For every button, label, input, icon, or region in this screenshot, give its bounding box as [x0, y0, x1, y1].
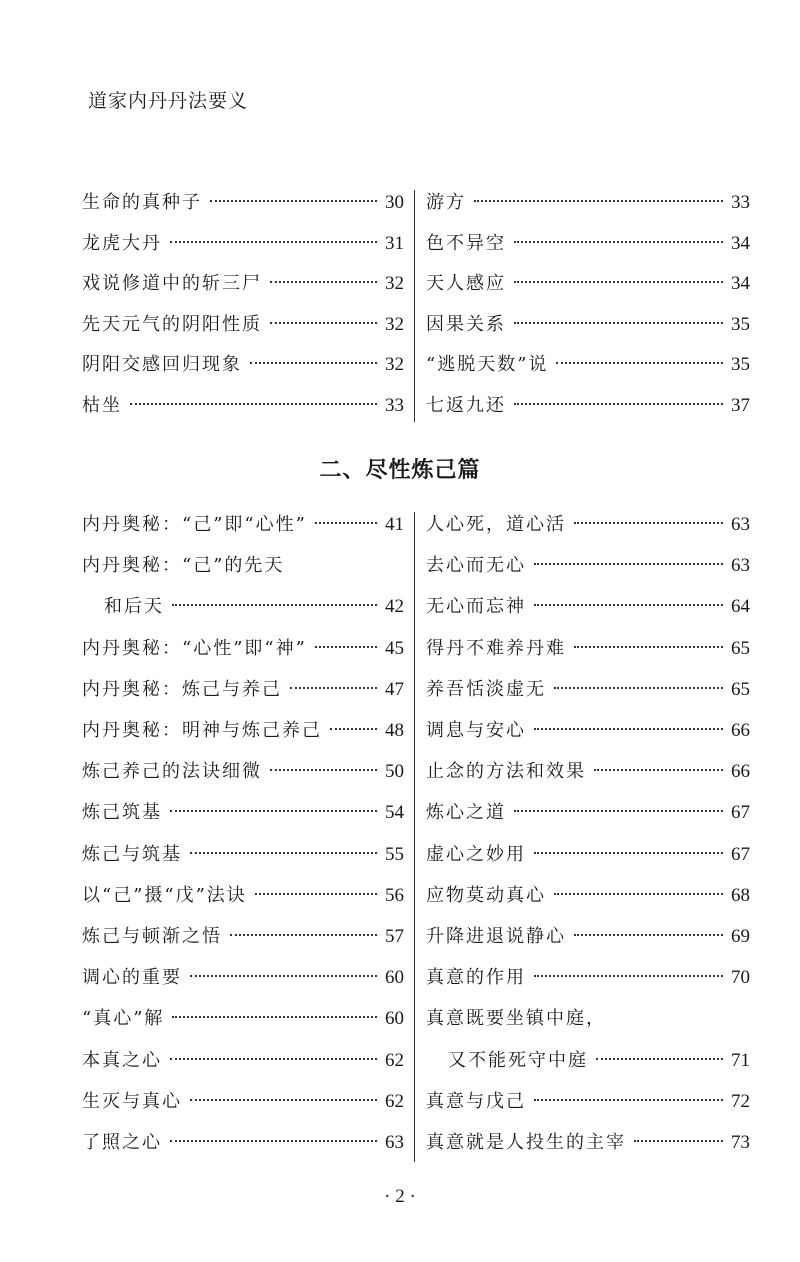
leader-dots — [315, 646, 377, 648]
toc-entry-page: 32 — [385, 313, 404, 335]
leader-dots — [514, 810, 723, 812]
toc-entry-title: 戏说修道中的斩三尸 — [82, 273, 262, 294]
toc-entry-title: 应物莫动真心 — [426, 884, 546, 906]
toc-entry — [82, 393, 404, 419]
leader-dots — [556, 362, 723, 364]
toc-entry-title: “逃脱天数”说 — [426, 354, 549, 375]
toc-entry-title: 炼己养己的法诀细微 — [82, 761, 262, 783]
toc-entry-page: 71 — [731, 1049, 750, 1071]
page-number: · 2 · — [384, 1186, 416, 1207]
toc-entry-title: 因果关系 — [426, 313, 506, 335]
toc-entry-page: 66 — [731, 720, 750, 741]
toc-entry-page: 63 — [731, 555, 750, 577]
toc-entry — [82, 636, 404, 662]
toc-entry-page: 33 — [731, 192, 750, 213]
toc-entry — [82, 1089, 404, 1115]
toc-entry — [82, 759, 404, 785]
toc-entry-title: 了照之心 — [82, 1132, 162, 1153]
toc-entry-page: 54 — [385, 802, 404, 824]
toc-entry-page: 62 — [385, 1049, 404, 1071]
toc-entry-title: 无心而忘神 — [426, 596, 526, 618]
toc-entry-title: 本真之心 — [82, 1049, 162, 1071]
toc-entry-title: 枯坐 — [82, 394, 122, 416]
leader-dots — [190, 1099, 377, 1101]
toc-entry-title: 人心死，道心活 — [426, 514, 566, 535]
toc-entry-page: 42 — [385, 596, 404, 618]
toc-entry-title: 内丹奥秘：“己”的先天 — [82, 555, 285, 577]
toc-entry-page: 60 — [385, 967, 404, 989]
toc-entry-title: 内丹奥秘：明神与炼己养己 — [82, 720, 322, 741]
toc-entry-title: 调心的重要 — [82, 967, 182, 989]
leader-dots — [514, 403, 723, 405]
toc-entry-page: 67 — [731, 843, 750, 865]
toc-entry — [82, 842, 404, 868]
toc-entry — [426, 393, 750, 419]
toc-entry — [426, 1006, 750, 1032]
toc-entry — [82, 800, 404, 826]
toc-entry — [426, 759, 750, 785]
leader-dots — [130, 403, 377, 405]
toc-entry-title: 游方 — [426, 192, 466, 213]
toc-entry — [82, 924, 404, 950]
leader-dots — [250, 362, 377, 364]
leader-dots — [270, 769, 377, 771]
leader-dots — [474, 200, 723, 202]
leader-dots — [255, 893, 377, 895]
toc-entry-page: 32 — [385, 354, 404, 375]
toc-entry — [426, 924, 750, 950]
toc-entry-title: 阴阳交感回归现象 — [82, 354, 242, 375]
toc-entry — [82, 553, 404, 579]
toc-entry — [426, 1048, 750, 1074]
toc-entry — [426, 883, 750, 909]
toc-entry-page: 37 — [731, 394, 750, 416]
toc-entry-title: 升降进退说静心 — [426, 926, 566, 947]
toc-entry — [82, 352, 404, 378]
toc-entry — [426, 231, 750, 257]
toc-entry-title: “真心”解 — [82, 1008, 165, 1030]
leader-dots — [594, 769, 723, 771]
toc-entry-page: 63 — [385, 1132, 404, 1153]
toc-entry-title: 龙虎大丹 — [82, 232, 162, 254]
leader-dots — [210, 200, 377, 202]
leader-dots — [190, 975, 377, 977]
toc-entry-title: 又不能死守中庭 — [448, 1049, 588, 1071]
column-divider — [414, 190, 415, 422]
toc-entry-page: 47 — [385, 678, 404, 700]
toc-entry — [82, 312, 404, 338]
toc-entry-title: 调息与安心 — [426, 720, 526, 741]
toc-entry — [426, 677, 750, 703]
leader-dots — [290, 687, 377, 689]
toc-entry — [426, 800, 750, 826]
toc-entry-title: 炼己与筑基 — [82, 843, 182, 865]
toc-entry-page: 65 — [731, 637, 750, 659]
toc-entry — [426, 1089, 750, 1115]
toc-entry-page: 72 — [731, 1090, 750, 1112]
leader-dots — [172, 604, 377, 606]
toc-entry-title: 内丹奥秘：炼己与养己 — [82, 678, 282, 700]
leader-dots — [574, 934, 723, 936]
toc-entry-title: 真意与戊己 — [426, 1090, 526, 1112]
toc-top-block — [82, 190, 750, 430]
toc-entry-page: 45 — [385, 637, 404, 659]
toc-entry — [426, 512, 750, 538]
toc-entry — [82, 718, 404, 744]
toc-entry — [426, 594, 750, 620]
leader-dots — [596, 1058, 723, 1060]
toc-entry — [426, 312, 750, 338]
leader-dots — [534, 975, 723, 977]
toc-entry — [82, 231, 404, 257]
toc-entry — [426, 553, 750, 579]
leader-dots — [172, 1016, 377, 1018]
toc-entry — [82, 1006, 404, 1032]
toc-section-block — [82, 512, 750, 1172]
toc-entry-page: 55 — [385, 843, 404, 865]
toc-entry — [426, 965, 750, 991]
leader-dots — [534, 604, 723, 606]
toc-entry-page: 65 — [731, 678, 750, 700]
leader-dots — [554, 687, 723, 689]
toc-entry-title: 和后天 — [104, 596, 164, 618]
toc-entry-title: 先天元气的阴阳性质 — [82, 313, 262, 335]
section-title: 二、尽性炼己篇 — [319, 458, 481, 483]
toc-entry — [82, 883, 404, 909]
leader-dots — [230, 934, 377, 936]
toc-entry — [82, 271, 404, 297]
leader-dots — [534, 1099, 723, 1101]
toc-entry-title: 生灭与真心 — [82, 1090, 182, 1112]
toc-entry — [82, 677, 404, 703]
leader-dots — [170, 1058, 377, 1060]
leader-dots — [330, 728, 377, 730]
running-header: 道家内丹丹法要义 — [88, 90, 249, 112]
leader-dots — [514, 322, 723, 324]
toc-entry-title: 以“己”摄“戊”法诀 — [82, 884, 247, 906]
leader-dots — [170, 810, 377, 812]
toc-entry-title: 炼己筑基 — [82, 802, 162, 824]
toc-entry-title: 内丹奥秘：“心性”即“神” — [82, 637, 307, 659]
toc-entry-page: 33 — [385, 394, 404, 416]
leader-dots — [170, 1140, 377, 1142]
toc-entry-title: 止念的方法和效果 — [426, 761, 586, 783]
toc-entry — [82, 190, 404, 216]
leader-dots — [170, 241, 377, 243]
toc-entry-page: 73 — [731, 1132, 750, 1153]
toc-entry — [82, 965, 404, 991]
toc-entry-title: 色不异空 — [426, 232, 506, 254]
toc-entry-page: 34 — [731, 273, 750, 294]
toc-entry-page: 30 — [385, 192, 404, 213]
leader-dots — [554, 893, 723, 895]
column-divider — [414, 512, 415, 1162]
toc-entry-title: 天人感应 — [426, 273, 506, 294]
toc-entry-page: 66 — [731, 761, 750, 783]
toc-entry-page: 32 — [385, 273, 404, 294]
leader-dots — [190, 852, 377, 854]
toc-entry-page: 70 — [731, 967, 750, 989]
toc-entry-page: 64 — [731, 596, 750, 618]
toc-entry-page: 34 — [731, 232, 750, 254]
toc-entry — [426, 190, 750, 216]
leader-dots — [634, 1140, 723, 1142]
toc-entry — [426, 718, 750, 744]
toc-entry-page: 69 — [731, 926, 750, 947]
leader-dots — [534, 728, 723, 730]
toc-entry-title: 真意的作用 — [426, 967, 526, 989]
toc-entry-page: 68 — [731, 884, 750, 906]
toc-entry-title: 内丹奥秘：“己”即“心性” — [82, 514, 307, 535]
toc-entry-page: 35 — [731, 313, 750, 335]
leader-dots — [534, 852, 723, 854]
leader-dots — [534, 563, 723, 565]
toc-entry-title: 生命的真种子 — [82, 192, 202, 213]
toc-entry-page: 67 — [731, 802, 750, 824]
toc-entry — [82, 512, 404, 538]
toc-entry — [426, 352, 750, 378]
leader-dots — [574, 522, 723, 524]
toc-entry — [82, 1130, 404, 1156]
toc-entry-title: 七返九还 — [426, 394, 506, 416]
toc-entry-title: 养吾恬淡虚无 — [426, 678, 546, 700]
toc-entry-page: 31 — [385, 232, 404, 254]
toc-entry-page: 41 — [385, 514, 404, 535]
toc-entry-page: 60 — [385, 1008, 404, 1030]
toc-entry — [82, 1048, 404, 1074]
leader-dots — [574, 646, 723, 648]
leader-dots — [315, 522, 377, 524]
toc-entry — [426, 842, 750, 868]
toc-entry-title: 得丹不难养丹难 — [426, 637, 566, 659]
leader-dots — [514, 281, 723, 283]
toc-entry — [426, 271, 750, 297]
toc-entry-page: 56 — [385, 884, 404, 906]
toc-entry-page: 62 — [385, 1090, 404, 1112]
toc-entry-page: 57 — [385, 926, 404, 947]
toc-entry-page: 48 — [385, 720, 404, 741]
toc-entry — [82, 594, 404, 620]
toc-entry — [426, 1130, 750, 1156]
toc-entry-page: 35 — [731, 354, 750, 375]
toc-entry-title: 炼心之道 — [426, 802, 506, 824]
leader-dots — [270, 322, 377, 324]
toc-entry-title: 真意就是人投生的主宰 — [426, 1132, 626, 1153]
toc-entry-title: 去心而无心 — [426, 555, 526, 577]
toc-entry-title: 虚心之妙用 — [426, 843, 526, 865]
toc-entry-title: 炼己与顿渐之悟 — [82, 926, 222, 947]
toc-entry-page: 50 — [385, 761, 404, 783]
toc-entry — [426, 636, 750, 662]
leader-dots — [514, 241, 723, 243]
leader-dots — [270, 281, 377, 283]
toc-entry-title: 真意既要坐镇中庭， — [426, 1008, 606, 1030]
toc-entry-page: 63 — [731, 514, 750, 535]
